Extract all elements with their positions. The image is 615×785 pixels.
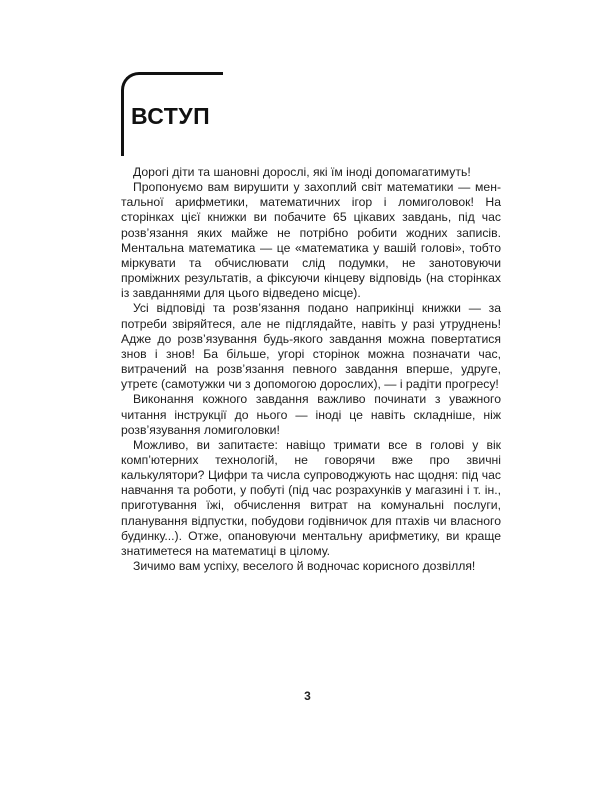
paragraph-why: Можливо, ви запитаєте: навіщо тримати все в голові у вік комп’ютерних технологій, не говорячи вже про звичні калькулятори? Цифри та числа супроводжують нас щодня: під час навчання та роботи, у побуті (під час розрахунків у магазині і т. ін., приготування їжі, обчислення витрат на комунальні послуги, планування відпустки, побудови годівничок для птахів чи власного будинку...). Отже, опановуючи ментальну арифметику, ви краще знатиметеся на математиці в цілому. <box>121 437 501 558</box>
page-title: ВСТУП <box>131 103 211 129</box>
paragraph-answers: Усі відповіді та розв’язання подано наприкінці книжки — за потреби звіряйтеся, але не підглядайте, навіть у разі утруднень! Адже до розв’язування будь-якого завдання можна повертатися знов і знов! Ба більше, угорі сторінок можна позначати час, витрачений на розв’язання певного завдання вперше, удруге, утретє (самотужки чи з допомогою дорослих), — і радіти прогресу! <box>121 301 501 392</box>
paragraph-greeting: Дорогі діти та шановні дорослі, які їм іноді допомагатимуть! <box>133 165 471 179</box>
paragraph-invitation: Пропонуємо вам вирушити у захоплий світ математики — ментальної арифметики, математичних ігор і ломиголовок! На сторінках цієї книжки ви побачите 65 цікавих завдань, під час розв’язання яких майже не потрібно робити жодних записів. Ментальна математика — це «математика у вашій голові», тобто міркувати та обчислювати слід подумки, не занотовуючи проміжних результатів, а фіксуючи кінцеву відповідь (на сторінках із завданнями для цього відведено місце). <box>121 180 501 301</box>
paragraph-instructions: Виконання кожного завдання важливо починати з уважного читання інструкції до нього — іноді це навіть складніше, ніж розв’язування ломиголовки! <box>121 392 501 437</box>
paragraph-wishes: Зичимо вам успіху, веселого й водночас корисного дозвілля! <box>133 559 476 574</box>
intro-text <box>121 165 501 574</box>
page-number: 3 <box>304 689 311 703</box>
